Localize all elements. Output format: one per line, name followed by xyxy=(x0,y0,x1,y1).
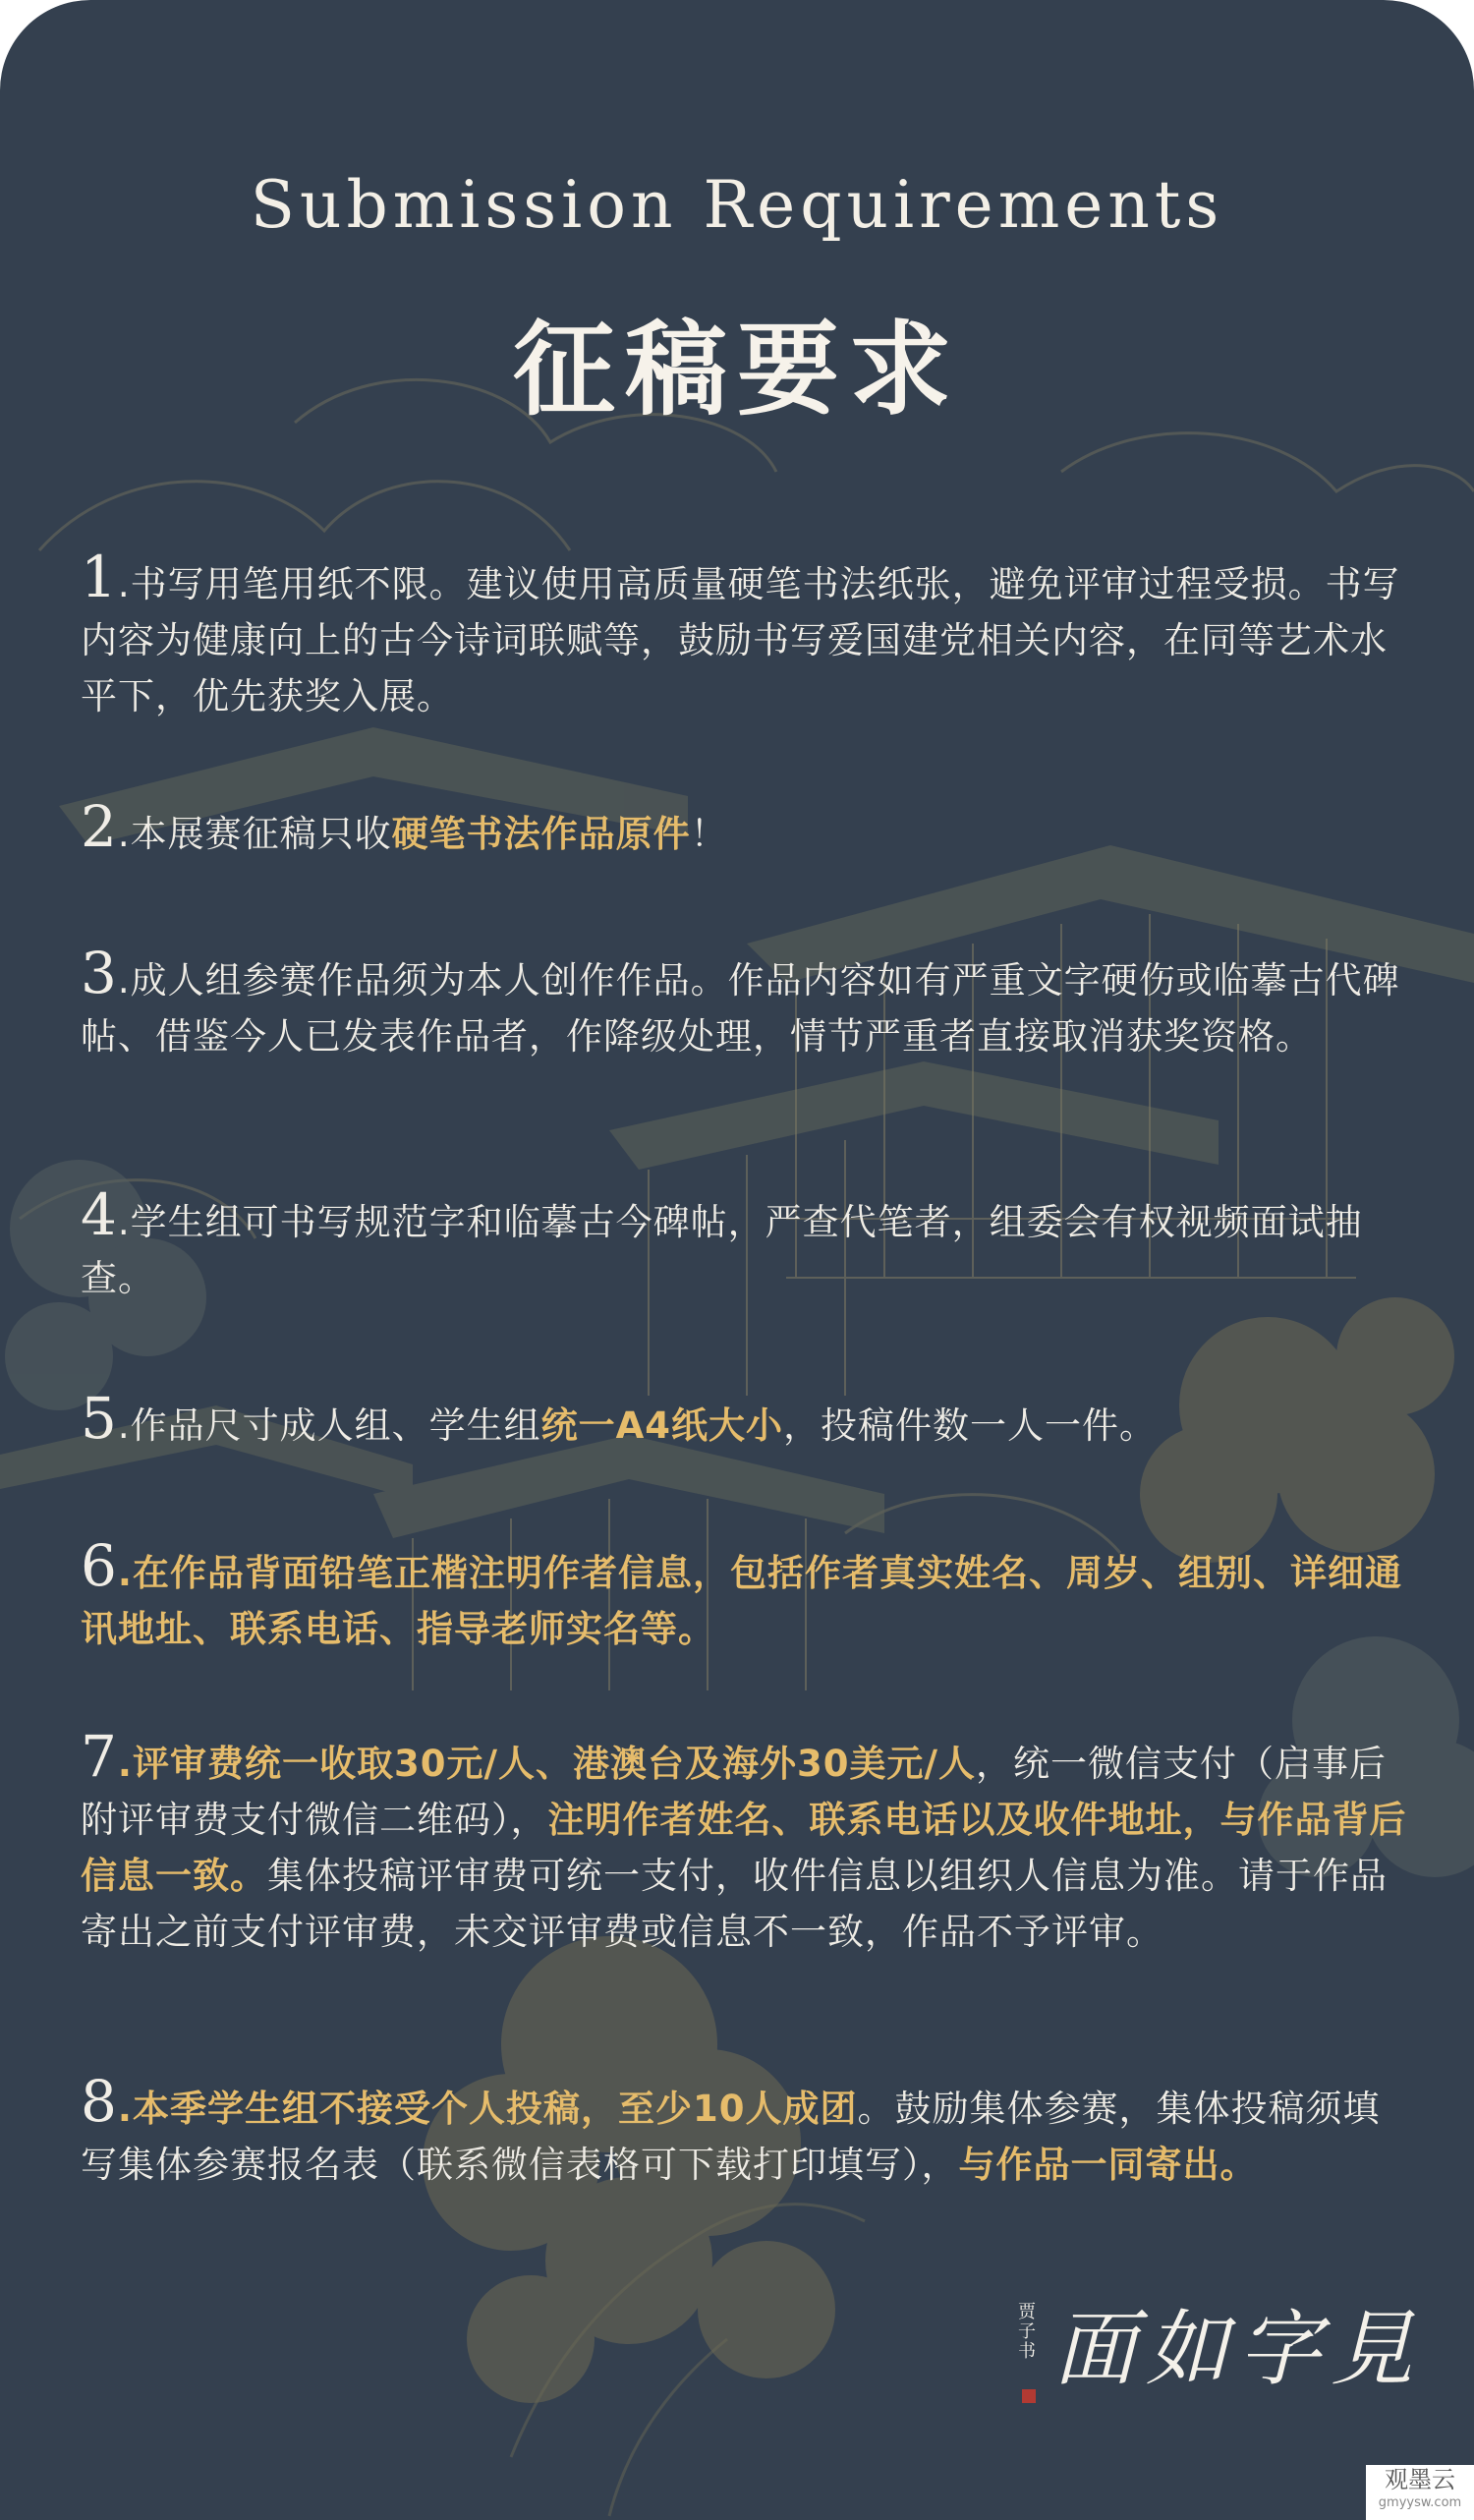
item-separator: . xyxy=(117,1404,131,1447)
item-separator: . xyxy=(117,813,131,855)
item-number: 3 xyxy=(81,940,118,1006)
item-text: 学生组可书写规范字和临摹古今碑帖，严查代笔者，组委会有权视频面试抽查。 xyxy=(81,1201,1363,1299)
watermark-name: 观墨云 xyxy=(1385,2466,1455,2493)
item-text: ，投稿件数一人一件。 xyxy=(783,1404,1158,1447)
site-watermark xyxy=(1366,2465,1474,2520)
title-english: Submission Requirements xyxy=(250,167,1224,243)
item-number: 7 xyxy=(81,1723,118,1790)
item-highlight-text: 在作品背面铅笔正楷注明作者信息，包括作者真实姓名、周岁、组别、详细通讯地址、联系电话、指导老师实名等。 xyxy=(81,1552,1402,1650)
item-text: 作品尺寸成人组、学生组 xyxy=(130,1404,541,1447)
item-separator: . xyxy=(117,1201,131,1243)
item-text: 。鼓励集体参赛，集体投稿须填写集体参赛报名表（联系微信表格可下载打印填写）， xyxy=(81,2088,1381,2186)
item-text: 本展赛征稿只收 xyxy=(130,813,392,855)
calligraphy-signature xyxy=(1012,2295,1445,2403)
watermark-domain: gmyysw.com xyxy=(1378,2495,1462,2510)
item-separator: . xyxy=(117,1743,133,1785)
item-highlight-text: 统一A4纸大小 xyxy=(540,1404,784,1447)
signature-small-text: 贾子书 xyxy=(1018,2302,1036,2362)
item-text: 成人组参赛作品须为本人创作作品。作品内容如有严重文字硬伤或临摹古代碑帖、借鉴今人已发表作品者，作降级处理，情节严重者直接取消获奖资格。 xyxy=(81,959,1400,1058)
item-highlight-text: 本季学生组不接受个人投稿，至少10人成团 xyxy=(132,2088,858,2130)
requirement-item xyxy=(81,1532,1417,1657)
item-separator: . xyxy=(117,2088,133,2130)
item-number: 1 xyxy=(81,544,118,610)
signature-main-text: 面如字見 xyxy=(1053,2301,1424,2397)
item-text: 书写用笔用纸不限。建议使用高质量硬笔书法纸张，避免评审过程受损。书写内容为健康向上的古今诗词联赋等，鼓励书写爱国建党相关内容，在同等艺术水平下，优先获奖入展。 xyxy=(81,563,1400,717)
item-highlight-text: 注明作者姓名、联系电话以及收件地址，与作品背后信息一致。 xyxy=(81,1799,1407,1897)
item-number: 8 xyxy=(81,2068,118,2135)
requirement-item xyxy=(81,793,1417,862)
requirement-item xyxy=(81,1181,1417,1306)
item-number: 6 xyxy=(81,1532,118,1599)
item-text: ！ xyxy=(690,813,728,855)
item-highlight-text: 硬笔书法作品原件 xyxy=(391,813,691,855)
requirement-item xyxy=(81,2068,1417,2193)
item-highlight-text: 与作品一同寄出。 xyxy=(958,2144,1258,2186)
item-number: 4 xyxy=(81,1181,118,1248)
item-separator: . xyxy=(117,1552,133,1594)
requirement-item xyxy=(81,544,1417,724)
item-number: 5 xyxy=(81,1385,118,1452)
item-highlight-text: 评审费统一收取30元/人、港澳台及海外30美元/人 xyxy=(132,1743,976,1785)
requirement-item xyxy=(81,1723,1417,1960)
requirement-item xyxy=(81,940,1417,1064)
item-separator: . xyxy=(117,959,131,1002)
item-text: 集体投稿评审费可统一支付，收件信息以组织人信息为准。请于作品寄出之前支付评审费，未交评审费或信息不一致，作品不予评审。 xyxy=(81,1855,1388,1953)
title-chinese: 征稿要求 xyxy=(512,309,961,430)
item-number: 2 xyxy=(81,793,118,860)
red-seal-icon xyxy=(1022,2389,1036,2403)
item-separator: . xyxy=(117,563,131,605)
requirement-item xyxy=(81,1385,1417,1454)
item-text: ，统一微信支付（启事后附评审费支付微信二维码）， xyxy=(81,1743,1387,1841)
